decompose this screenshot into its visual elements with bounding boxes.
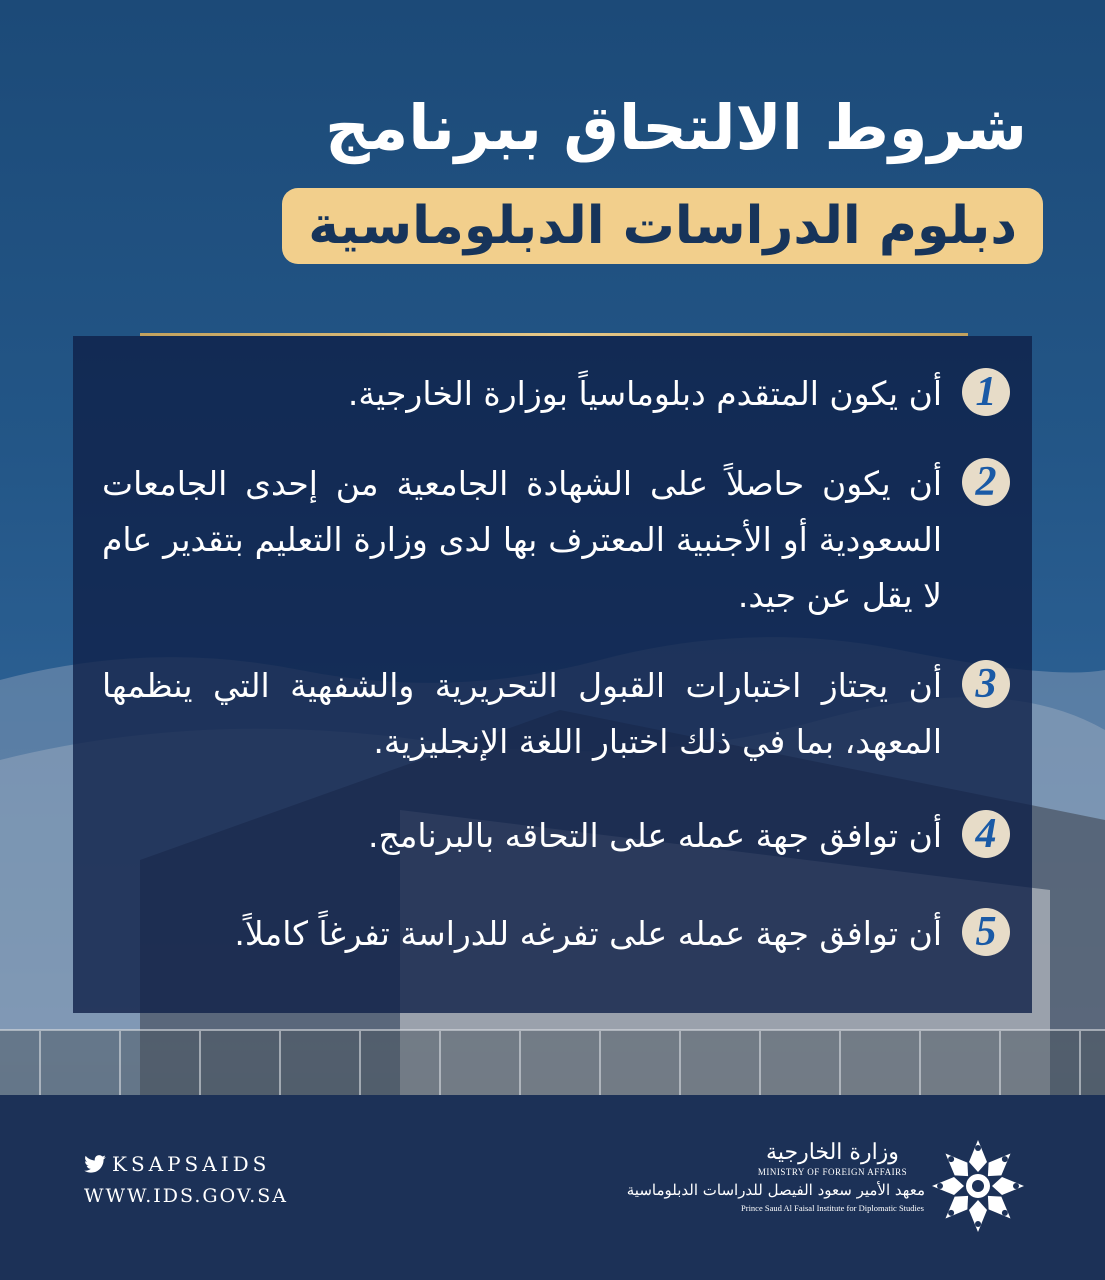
requirement-number-badge: 2 <box>962 458 1010 506</box>
requirement-number-badge: 4 <box>962 810 1010 858</box>
institute-emblem-icon <box>928 1136 1028 1236</box>
requirement-number-badge: 1 <box>962 368 1010 416</box>
requirement-number-badge: 5 <box>962 908 1010 956</box>
website-link[interactable]: WWW.IDS.GOV.SA <box>84 1185 289 1207</box>
ministry-name-ar: وزارة الخارجية <box>766 1140 899 1165</box>
title-highlight-pill <box>282 188 1043 264</box>
requirements-panel <box>73 336 1032 1013</box>
twitter-icon <box>84 1155 106 1173</box>
requirement-text: أن توافق جهة عمله على التحاقه بالبرنامج. <box>367 816 942 855</box>
title-line-1: شروط الالتحاق ببرنامج <box>325 91 1027 164</box>
requirement-number-badge: 3 <box>962 660 1010 708</box>
ministry-name-en: MINISTRY OF FOREIGN AFFAIRS <box>757 1167 908 1177</box>
twitter-handle-row[interactable] <box>84 1152 270 1176</box>
title-line-2: دبلوم الدراسات الدبلوماسية <box>308 196 1017 256</box>
requirement-text: أن يكون حاصلاً على الشهادة الجامعية من إحدى الجامعات السعودية أو الأجنبية المعترف بها لدى وزارة التعليم بتقدير عام لا يقل عن جيد. <box>102 464 942 615</box>
requirement-text: أن توافق جهة عمله على تفرغه للدراسة تفرغاً كاملاً. <box>234 914 942 953</box>
institute-logo-text <box>626 1140 925 1214</box>
twitter-handle: KSAPSAIDS <box>112 1152 271 1176</box>
requirement-text: أن يجتاز اختبارات القبول التحريرية والشفهية التي ينظمها المعهد، بما في ذلك اختبار اللغة الإنجليزية. <box>102 666 942 761</box>
institute-name-ar: معهد الأمير سعود الفيصل للدراسات الدبلوماسية <box>626 1181 925 1199</box>
institute-name-en: Prince Saud Al Faisal Institute for Diplomatic Studies <box>741 1203 924 1213</box>
requirement-text: أن يكون المتقدم دبلوماسياً بوزارة الخارجية. <box>347 374 942 413</box>
